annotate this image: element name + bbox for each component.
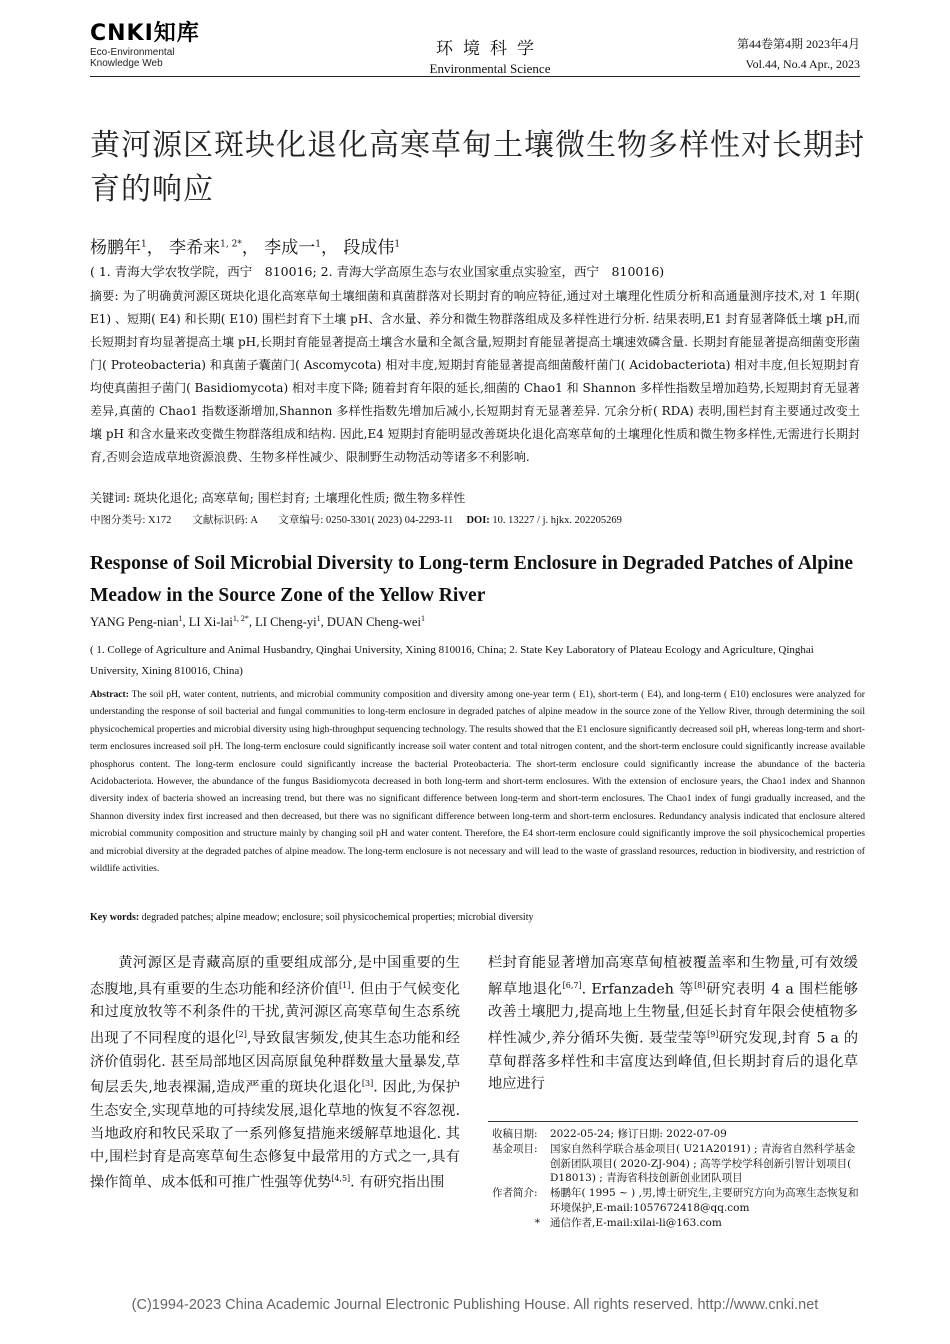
body-text: . Erfanzadeh 等 xyxy=(581,981,695,998)
citation-ref: [6,7] xyxy=(562,980,582,990)
body-paragraph xyxy=(90,952,460,1195)
footnote-label: * xyxy=(534,1216,540,1229)
body-text: ,导致鼠害频发,使其生态功能和经济价值弱化. 甚至局部地区因高原鼠兔种群数量大量暴发,草甸层丢失,地表裸漏,造成严重的斑块化退化 xyxy=(90,1030,460,1097)
classification-info xyxy=(90,512,622,527)
citation-ref: [9] xyxy=(707,1030,719,1040)
copyright-footer: (C)1994-2023 China Academic Journal Electronic Publishing House. All rights reserved. http://www.cnki.net xyxy=(131,1297,819,1313)
body-text: . 有研究指出围 xyxy=(350,1175,445,1192)
footnote-row xyxy=(492,1186,864,1216)
footnotes xyxy=(492,1127,864,1231)
keywords-cn xyxy=(90,489,465,506)
affiliations-en: ( 1. College of Agriculture and Animal Husbandry, Qinghai University, Xining 810016, China; 2. State Key Laboratory of Plateau Ecology and Agriculture, Qinghai University, Xining 810016, China) xyxy=(90,644,814,677)
logo-line-1: Eco-Environmental xyxy=(90,47,175,58)
author-affil-mark: 1 xyxy=(315,239,321,250)
body-text: . 因此,为保护生态安全,实现草地的可持续发展,退化草地的恢复不容忽视. 当地政府和牧民采取了一系列修复措施来缓解草地退化. 其中,围栏封育是高寒草甸生态修复中最常用的方式之一,具有操作简单、成本低和可推广性强等优势 xyxy=(90,1080,460,1192)
author-affil-mark: 1 xyxy=(394,239,401,250)
body-text: 栏封育能显著增加高寒草甸植被覆盖率和生物量,可有效缓解草地退化 xyxy=(488,955,858,998)
keywords-en-label: Key words: xyxy=(90,912,140,923)
cnki-logo xyxy=(90,16,200,69)
author-affil-mark: 1 xyxy=(420,614,425,623)
author-affil-mark: 1, 2* xyxy=(232,614,249,623)
citation-ref: [4,5] xyxy=(331,1174,351,1184)
journal-title-en: Environmental Science xyxy=(429,61,551,76)
keywords-en-text: degraded patches; alpine meadow; enclosure; soil physicochemical properties; microbial diversity xyxy=(141,912,534,923)
citation-ref: [2] xyxy=(235,1030,247,1040)
logo-mark: CNKI知库 xyxy=(90,21,200,46)
body-column-left xyxy=(90,952,460,1195)
footnote-text: 杨鹏年( 1995 ~ ) ,男,博士研究生,主要研究方向为高寒生态恢复和环境保护,E-mail:1057672418@qq.com xyxy=(550,1187,859,1214)
footnote-row xyxy=(492,1142,864,1186)
author-affil-mark: 1, 2* xyxy=(220,239,242,250)
footnote-label: 基金项目: xyxy=(492,1142,538,1155)
author-name-en: LI Cheng-yi xyxy=(255,615,317,630)
author-list-cn: 杨鹏年$^1$， 李希来$^{1, 2*}$， 李成一$^1$， 段成伟$^1$ xyxy=(90,238,401,258)
keywords-cn-label: 关键词: xyxy=(90,491,131,505)
issue-info-en: Vol.44, No.4 Apr., 2023 xyxy=(745,57,860,71)
abstract-cn xyxy=(90,285,860,469)
author-name-en: YANG Peng-nian xyxy=(90,615,179,630)
journal-title xyxy=(390,34,590,77)
doi-label: DOI: xyxy=(466,515,490,526)
author-name: 李希来 xyxy=(169,238,221,258)
author-affil-mark: 1 xyxy=(316,614,321,623)
abstract-en-label: Abstract: xyxy=(90,689,129,700)
keywords-cn-text: 斑块化退化; 高寒草甸; 围栏封育; 土壤理化性质; 微生物多样性 xyxy=(133,491,466,505)
issue-info xyxy=(737,34,860,74)
author-name-en: LI Xi-lai xyxy=(188,615,233,630)
footnote-text: 通信作者,E-mail:xilai-li@163.com xyxy=(550,1216,722,1229)
author-name-en: DUAN Cheng-wei xyxy=(326,615,421,630)
doi-value: 10. 13227 / j. hjkx. 202205269 xyxy=(492,515,622,526)
author-name: 段成伟 xyxy=(343,238,395,258)
author-name: 杨鹏年 xyxy=(90,238,141,258)
logo-line-2: Knowledge Web xyxy=(90,58,163,69)
journal-title-cn: 环境科学 xyxy=(436,39,544,59)
citation-ref: [1] xyxy=(339,980,351,990)
author-affil-mark: 1 xyxy=(141,239,147,250)
citation-ref: [8] xyxy=(694,980,706,990)
footnote-text: 国家自然科学联合基金项目( U21A20191) ; 青海省自然科学基金创新团队项目( 2020-ZJ-904) ; 高等学校学科创新引智计划项目( D18013) ; 青海省科技创新创业团队项目 xyxy=(550,1142,856,1185)
author-affil-mark: 1 xyxy=(178,614,183,623)
footnote-label: 作者简介: xyxy=(492,1187,538,1200)
paper-title-cn: 黄河源区斑块化退化高寒草甸土壤微生物多样性对长期封育的响应 xyxy=(90,128,865,207)
body-text: . 但由于气候变化和过度放牧等不利条件的干扰,黄河源区高寒草甸生态系统出现了不同程度的退化 xyxy=(90,981,460,1047)
citation-ref: [3] xyxy=(361,1079,374,1089)
body-text: 研究表明 4 a 围栏能够改善土壤肥力,提高地上生物量,但延长封育年限会使植物多样性减少,养分循环失衡. 聂莹莹等 xyxy=(488,981,858,1047)
affiliations-cn: ( 1. 青海大学农牧学院，西宁 810016; 2. 青海大学高原生态与农业国家重点实验室，西宁 810016) xyxy=(90,264,665,279)
keywords-en xyxy=(90,912,865,923)
author-list-en: YANG Peng-nian$^1$, LI Xi-lai$^{1, 2*}$, LI Cheng-$yi^1$, DUAN Cheng-wei$^1$ xyxy=(90,614,425,630)
classification-text: 中图分类号: X172 文献标识码: A 文章编号: 0250-3301( 2023) 04-2293-11 xyxy=(90,515,454,526)
body-text: 黄河源区是青藏高原的重要组成部分,是中国重要的生态腹地,具有重要的生态功能和经济价值 xyxy=(90,955,460,998)
footnote-divider xyxy=(488,1121,858,1122)
abstract-cn-text: 为了明确黄河源区斑块化退化高寒草甸土壤细菌和真菌群落对长期封育的响应特征,通过对土壤理化性质分析和高通量测序技术,对 1 年期( E1) 、短期( E4) 和长期( E10) 围栏封育下土壤 pH、含水量、养分和微生物群落组成及多样性进行分析. 结果表明,E1 封育显著降低土壤 pH,而长短期封育均显著提高土壤 pH,长期封育能显著提高土壤含水量和全氮含量,短期封育能显著提高土壤速效磷含量. 长期封育能显著提高细菌变形菌门( Proteobacteria) 和真菌子囊菌门( Ascomycota) 相对丰度,短期封育能显著提高细菌酸杆菌门( Acidobacteriota) 相对丰度,但长短期封育均使真菌担子菌门( Basidiomycota) 相对丰度下降; 随着封育年限的延长,细菌的 Chao1 和 Shannon 多样性指数呈增加趋势,长短期封育无显著差异,真菌的 Chao1 指数逐渐增加,Shannon 多样性指数先增加后减小,长短期封育无显著差异. 冗余分析( RDA) 表明,围栏封育主要通过改变土壤 pH 和含水量来改变微生物群落组成和结构. 因此,E4 短期封育能明显改善斑块化退化高寒草甸的土壤理化性质和微生物多样性,无需进行长期封育,否则会造成草地资源浪费、生物多样性减少、限制野生动物活动等诸多不利影响. xyxy=(90,289,860,464)
footnote-row xyxy=(492,1216,864,1231)
footnote-text: 2022-05-24; 修订日期: 2022-07-09 xyxy=(550,1128,727,1140)
body-column-right xyxy=(488,952,858,1096)
author-name: 李成一 xyxy=(264,238,316,258)
abstract-en xyxy=(90,686,865,877)
footnote-label: 收稿日期: xyxy=(492,1128,538,1140)
issue-info-cn: 第44卷第4期 2023年4月 xyxy=(736,37,860,51)
footnote-row xyxy=(492,1127,864,1142)
abstract-cn-label: 摘要: xyxy=(90,289,119,303)
abstract-en-text: The soil pH, water content, nutrients, and microbial community composition and diversity among one-year term ( E1), short-term ( E4), and long-term ( E10) enclosures were analyzed for understanding the response of soil bacterial and fungal communities to long-term enclosure in degraded patches of alpine meadow in the source zone of the Yellow River, through determining the soil physicochemical properties and microbial diversity using high-throughput sequencing technology. The results showed that the E1 enclosure significantly decreased soil pH, whereas long-term and short-term enclosures increased soil pH. The long-term enclosure could significantly increase soil water content and total nitrogen content, and the short-term enclosure could significantly increase available phosphorus content. The long-term enclosure could significantly increase the bacterial Proteobacteria. The short-term enclosure could significantly increase the abundance of the bacteria Acidobacteriota. However, the abundance of the fungus Basidiomycota decreased in both long-term and short-term enclosures. With the extension of enclosure years, the Chao1 index and Shannon diversity index of bacteria showed an increasing trend, but there was no significant difference between long-term and short-term enclosures. The Chao1 index of fungi gradually increased, and the Shannon diversity index first increased and then decreased, but there was no significant difference between long-term and short-term enclosures. Redundancy analysis indicated that enclosure altered microbial community composition and structure mainly by changing soil pH and water content. Therefore, the E4 short-term enclosure could significantly improve the soil physicochemical properties and microbial diversity at the degraded patches of alpine meadow. The long-term enclosure is not necessary and will lead to the waste of grassland resources, reduction in biodiversity, and restriction of wildlife activities. xyxy=(90,689,865,875)
journal-header xyxy=(90,16,860,77)
paper-title-en: Response of Soil Microbial Diversity to Long-term Enclosure in Degraded Patches of Alpine Meadow in the Source Zone of the Yellow River xyxy=(90,553,853,606)
body-text: 研究发现,封育 5 a 的草甸群落多样性和丰富度达到峰值,但长期封育后的退化草地应进行 xyxy=(488,1030,859,1093)
body-paragraph xyxy=(488,952,858,1096)
